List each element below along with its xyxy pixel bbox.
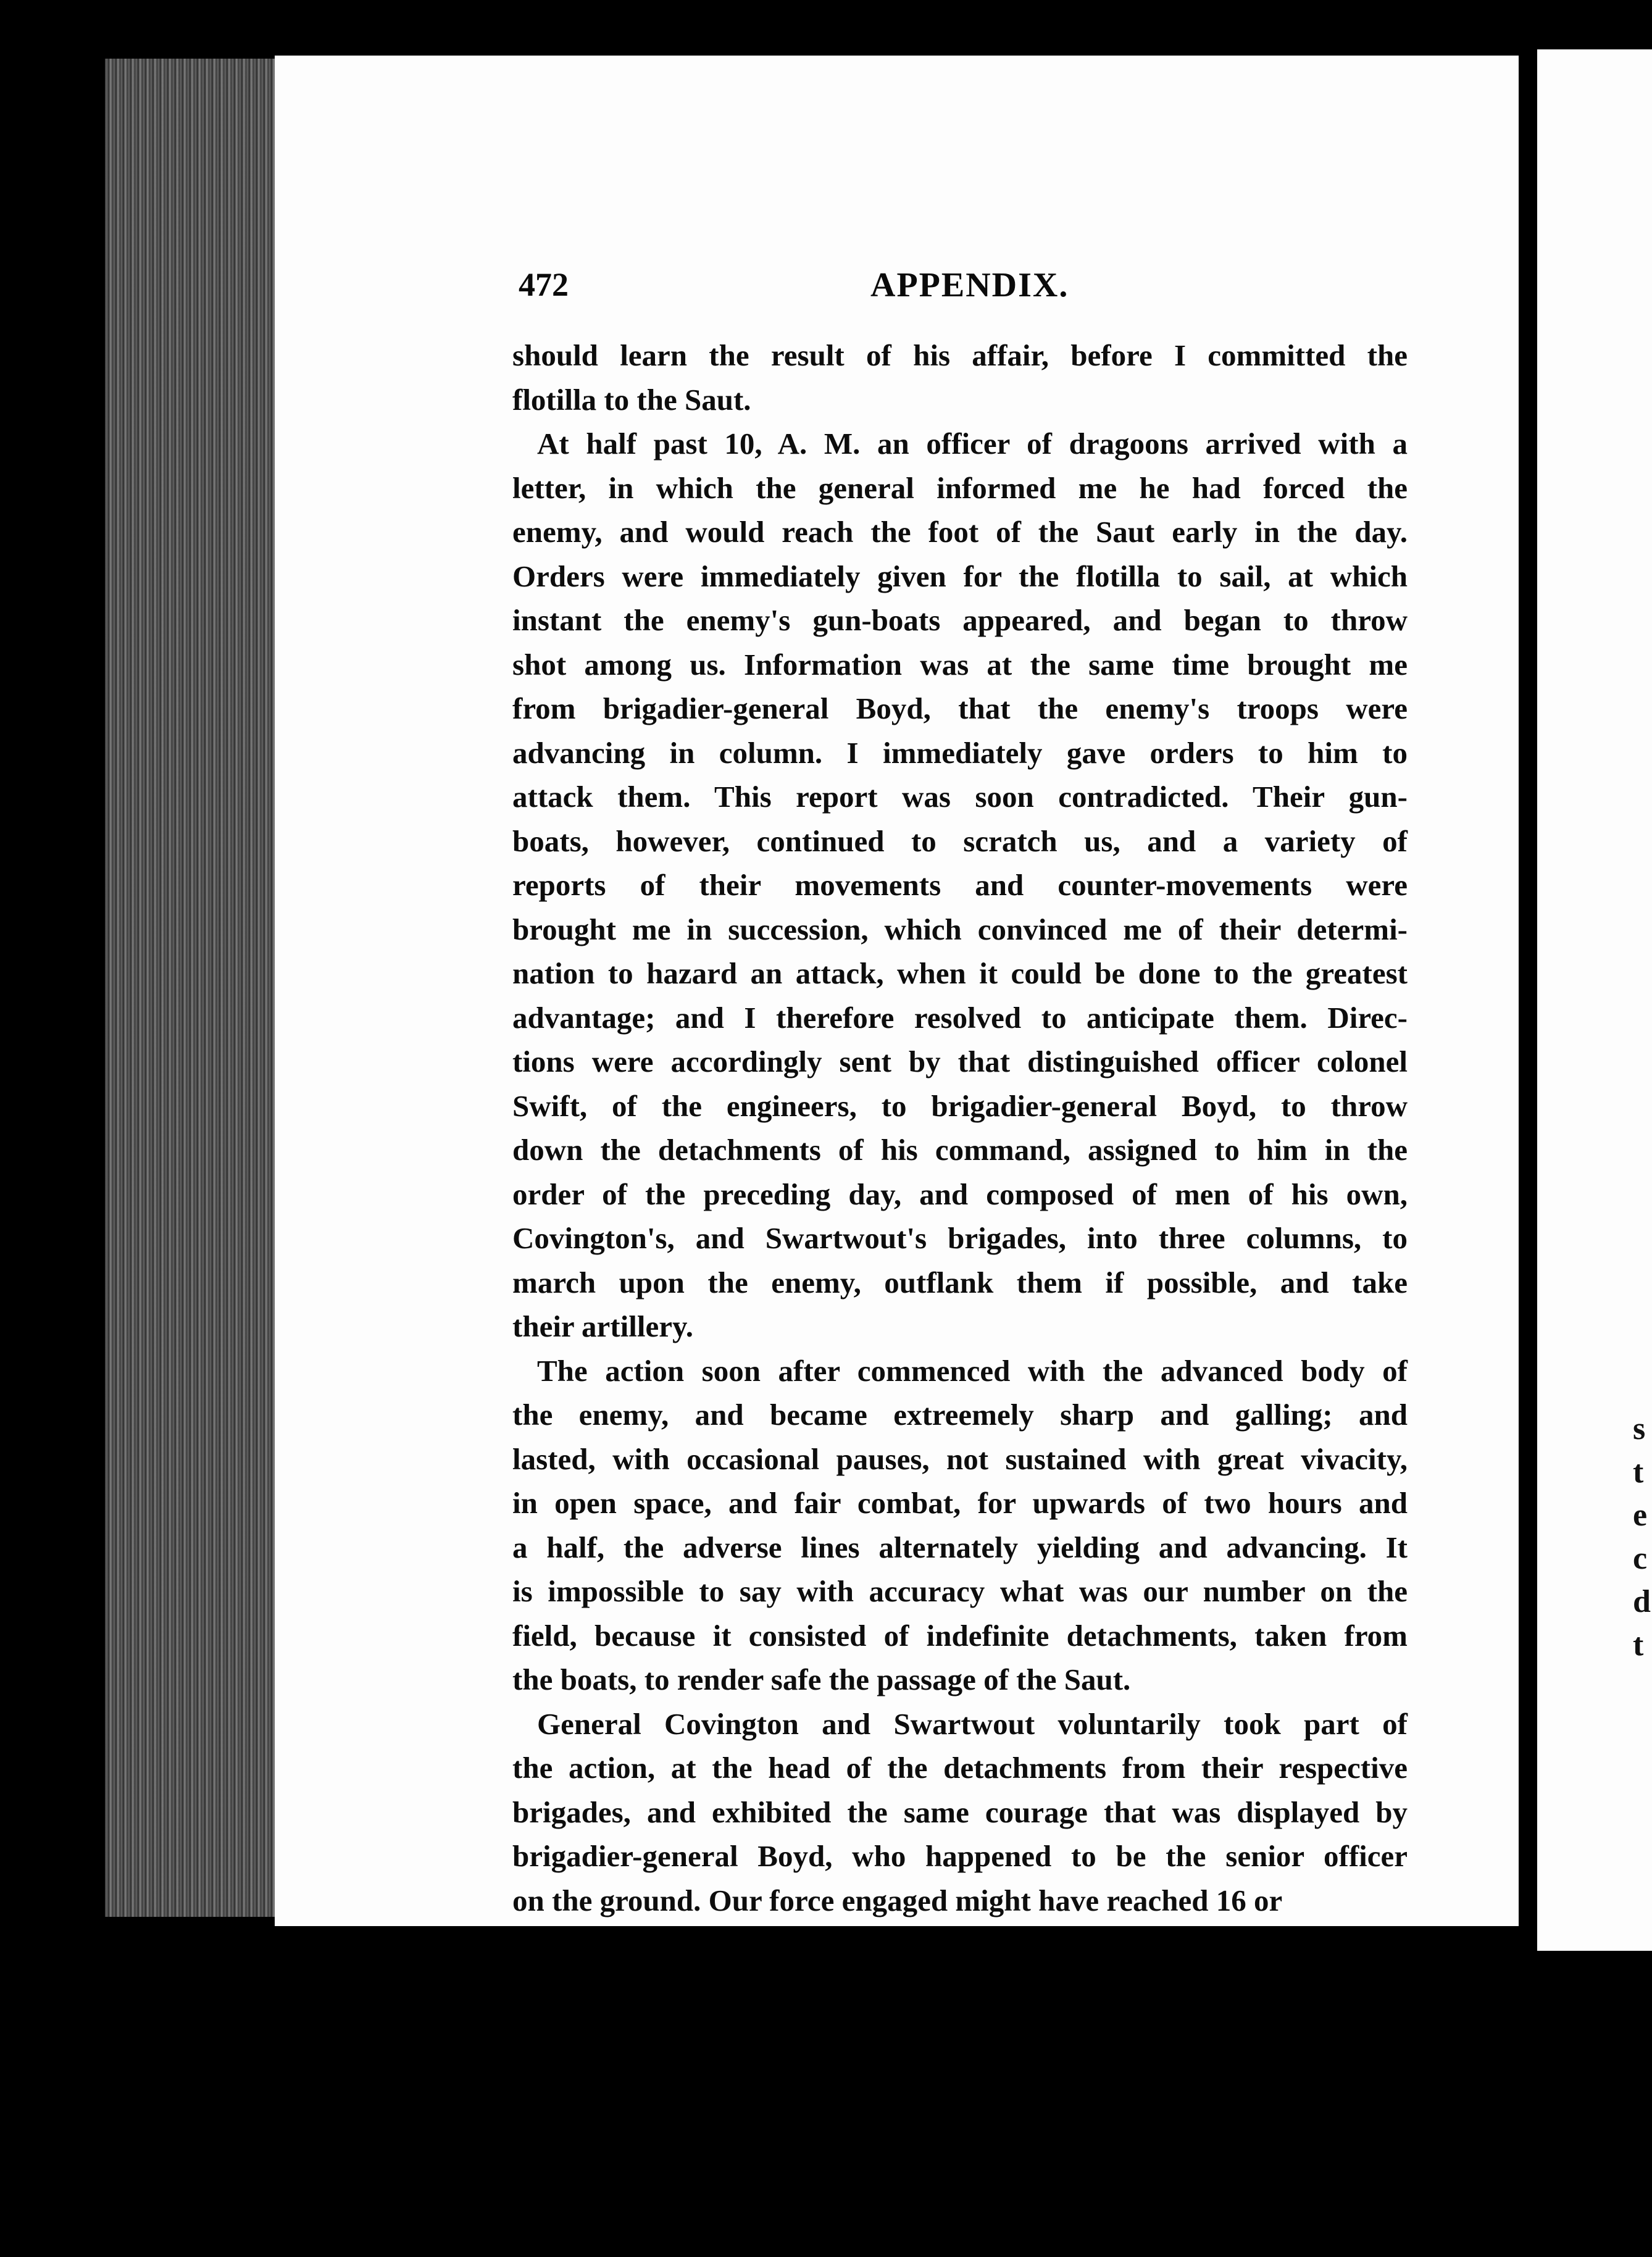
text-line: tions were accordingly sent by that distinguished officer colonel — [512, 1045, 1408, 1078]
text-line: boats, however, continued to scratch us, and a variety of — [512, 824, 1408, 858]
text-line: brought me in succession, which convinced me of their determi- — [512, 912, 1408, 946]
text-line: order of the preceding day, and composed of men of his own, — [512, 1177, 1408, 1211]
text-line: the boats, to render safe the passage of the Saut. — [512, 1663, 1131, 1696]
paragraph — [512, 1349, 1408, 1702]
facing-letter: t — [1633, 1454, 1644, 1490]
text-line: from brigadier-general Boyd, that the enemy's troops were — [512, 691, 1408, 725]
text-line: reports of their movements and counter-movements were — [512, 868, 1408, 902]
facing-letter: t — [1633, 1627, 1644, 1663]
text-line: in open space, and fair combat, for upwards of two hours and — [512, 1486, 1408, 1520]
text-line: Swift, of the engineers, to brigadier-general Boyd, to throw — [512, 1088, 1408, 1123]
text-line: down the detachments of his command, assigned to him in the — [512, 1133, 1408, 1167]
text-line: brigadier-general Boyd, who happened to be the senior officer — [512, 1839, 1408, 1873]
facing-page — [1537, 49, 1652, 1951]
text-line: attack them. This report was soon contradicted. Their gun- — [512, 780, 1408, 814]
paragraph — [512, 333, 1408, 422]
text-line: brigades, and exhibited the same courage that was displayed by — [512, 1795, 1408, 1829]
facing-page-text — [1633, 1408, 1651, 1667]
facing-letter: e — [1633, 1498, 1648, 1533]
body-text — [512, 333, 1408, 1922]
book-page-edges — [105, 59, 290, 1917]
running-head: APPENDIX. — [870, 266, 1069, 304]
text-line: the enemy, and became extreemely sharp and galling; and — [512, 1398, 1408, 1432]
text-line: the action, at the head of the detachments from their respective — [512, 1751, 1408, 1785]
text-line: instant the enemy's gun-boats appeared, and began to throw — [512, 603, 1408, 637]
text-line: Orders were immediately given for the flotilla to sail, at which — [512, 559, 1408, 593]
text-line: nation to hazard an attack, when it could be done to the greatest — [512, 956, 1408, 990]
text-line: lasted, with occasional pauses, not sustained with great vivacity, — [512, 1441, 1408, 1476]
text-line: should learn the result of his affair, before I committed the — [512, 338, 1408, 372]
text-line: is impossible to say with accuracy what was our number on the — [512, 1574, 1408, 1608]
facing-letter: d — [1633, 1584, 1651, 1619]
text-line: General Covington and Swartwout voluntarily took part of — [537, 1706, 1408, 1741]
text-line: march upon the enemy, outflank them if possible, and take — [512, 1265, 1408, 1300]
text-line: field, because it consisted of indefinite detachments, taken from — [512, 1618, 1408, 1653]
text-line: At half past 10, A. M. an officer of dragoons arrived with a — [537, 427, 1408, 461]
text-line: advantage; and I therefore resolved to anticipate them. Direc- — [512, 1000, 1408, 1035]
text-line: flotilla to the Saut. — [512, 382, 751, 417]
page-number: 472 — [519, 266, 569, 303]
text-line: on the ground. Our force engaged might have reached 16 or — [512, 1883, 1283, 1917]
page-header — [519, 265, 1408, 315]
text-line: a half, the adverse lines alternately yielding and advancing. It — [512, 1530, 1408, 1564]
text-line: shot among us. Information was at the same time brought me — [512, 647, 1408, 682]
text-line: advancing in column. I immediately gave orders to him to — [512, 735, 1408, 770]
paragraph — [512, 422, 1408, 1349]
facing-letter: s — [1633, 1411, 1646, 1446]
text-line: letter, in which the general informed me he had forced the — [512, 470, 1408, 505]
text-line: Covington's, and Swartwout's brigades, into three columns, to — [512, 1221, 1408, 1255]
facing-letter: c — [1633, 1541, 1648, 1576]
text-line: The action soon after commenced with the advanced body of — [537, 1353, 1408, 1388]
text-line: enemy, and would reach the foot of the Saut early in the day. — [512, 515, 1408, 549]
text-line: their artillery. — [512, 1309, 693, 1343]
paragraph — [512, 1702, 1408, 1923]
